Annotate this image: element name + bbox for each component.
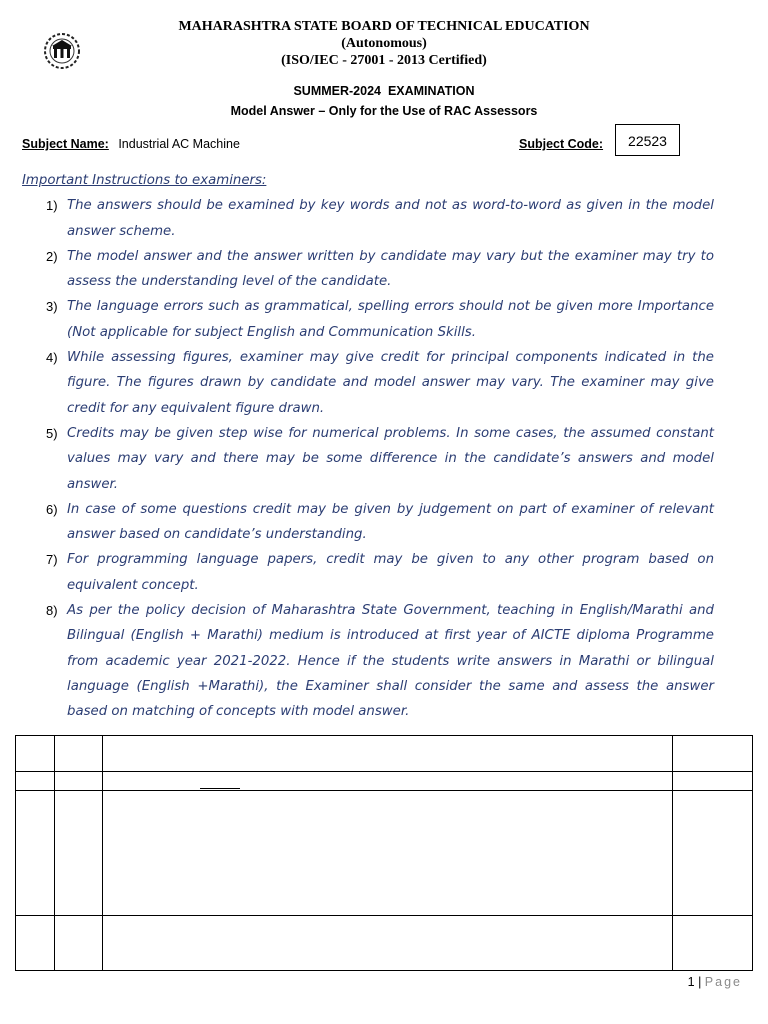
table-cell xyxy=(103,916,673,971)
table-row xyxy=(16,916,753,971)
instruction-item xyxy=(22,294,714,345)
table-cell xyxy=(673,916,753,971)
instruction-item xyxy=(22,345,714,421)
table-row xyxy=(16,791,753,916)
instruction-number: 4) xyxy=(46,350,58,366)
table-cell xyxy=(673,736,753,772)
instruction-text: The model answer and the answer written by candidate may vary but the examiner may try to assess the understanding level of the candidate. xyxy=(67,248,714,290)
table-cell xyxy=(103,736,673,772)
instruction-item xyxy=(22,598,714,724)
instruction-item xyxy=(22,547,714,598)
underline-mark xyxy=(200,788,240,789)
table-cell xyxy=(103,772,673,791)
subject-code-row xyxy=(519,137,603,151)
instruction-number: 8) xyxy=(46,603,58,619)
instruction-item xyxy=(22,244,714,295)
subject-code-label: Subject Code: xyxy=(519,137,604,151)
instruction-number: 7) xyxy=(46,552,58,568)
instructions-heading: Important Instructions to examiners: xyxy=(22,173,267,188)
answer-table xyxy=(15,735,753,971)
table-cell xyxy=(55,772,103,791)
subject-name-label: Subject Name: xyxy=(22,137,109,151)
footer-separator: | xyxy=(698,975,702,989)
instruction-number: 5) xyxy=(46,425,58,441)
table-cell xyxy=(103,791,673,916)
board-name: MAHARASHTRA STATE BOARD OF TECHNICAL EDUCATION xyxy=(178,19,590,34)
instruction-item xyxy=(22,193,714,244)
table-cell xyxy=(16,772,55,791)
autonomous-line: (Autonomous) xyxy=(341,36,427,51)
instruction-text: The answers should be examined by key words and not as word-to-word as given in the model answer scheme. xyxy=(67,198,714,239)
table-cell xyxy=(55,736,103,772)
subject-name-value: Industrial AC Machine xyxy=(118,137,240,151)
table-cell xyxy=(55,916,103,971)
exam-title: SUMMER-2024 EXAMINATION xyxy=(293,84,475,98)
instruction-text: As per the policy decision of Maharashtra State Government, teaching in English/Marathi and Bilingual (English + Marathi) medium is introduced at first year of AICTE diploma Programme from academic year 2021-2022. Hence if the students write answers in Marathi or bilingual language (English +Marathi), the Examiner shall consider the same and assess the answer based on matching of concepts with model answer. xyxy=(67,603,714,720)
table-row xyxy=(16,736,753,772)
instruction-item xyxy=(22,421,714,497)
page-label: Page xyxy=(704,975,742,989)
table-row xyxy=(16,772,753,791)
certification-line: (ISO/IEC - 27001 - 2013 Certified) xyxy=(281,53,487,68)
instruction-number: 2) xyxy=(46,248,58,264)
instruction-number: 6) xyxy=(46,501,58,517)
subject-name-row xyxy=(22,137,240,151)
instructions-list xyxy=(22,193,714,724)
model-answer-line: Model Answer – Only for the Use of RAC Assessors xyxy=(230,104,538,118)
table-cell xyxy=(16,916,55,971)
table-cell xyxy=(16,791,55,916)
instruction-text: In case of some questions credit may be given by judgement on part of examiner of relevant answer based on candidate’s understanding. xyxy=(67,501,714,543)
table-cell xyxy=(16,736,55,772)
table-cell xyxy=(55,791,103,916)
instruction-number: 1) xyxy=(46,198,58,214)
instruction-text: While assessing figures, examiner may give credit for principal components indicated in the figure. The figures drawn by candidate and model answer may vary. The examiner may give credit for any equivalent figure drawn. xyxy=(67,350,714,416)
page-number: 1 xyxy=(687,975,695,989)
instructions-section xyxy=(22,168,714,725)
page-footer xyxy=(688,975,742,989)
board-title xyxy=(0,18,768,69)
instruction-number: 3) xyxy=(46,299,58,315)
instruction-text: The language errors such as grammatical, spelling errors should not be given more Importance (Not applicable for subject English and Communication Skills. xyxy=(67,299,714,340)
table-cell xyxy=(673,772,753,791)
table-cell xyxy=(673,791,753,916)
instruction-item xyxy=(22,497,714,548)
subject-code-box: 22523 xyxy=(615,124,680,156)
instruction-text: For programming language papers, credit may be given to any other program based on equivalent concept. xyxy=(67,552,714,593)
instruction-text: Credits may be given step wise for numerical problems. In some cases, the assumed constant values may vary and there may be some difference in the candidate’s answers and model answer. xyxy=(67,425,714,492)
